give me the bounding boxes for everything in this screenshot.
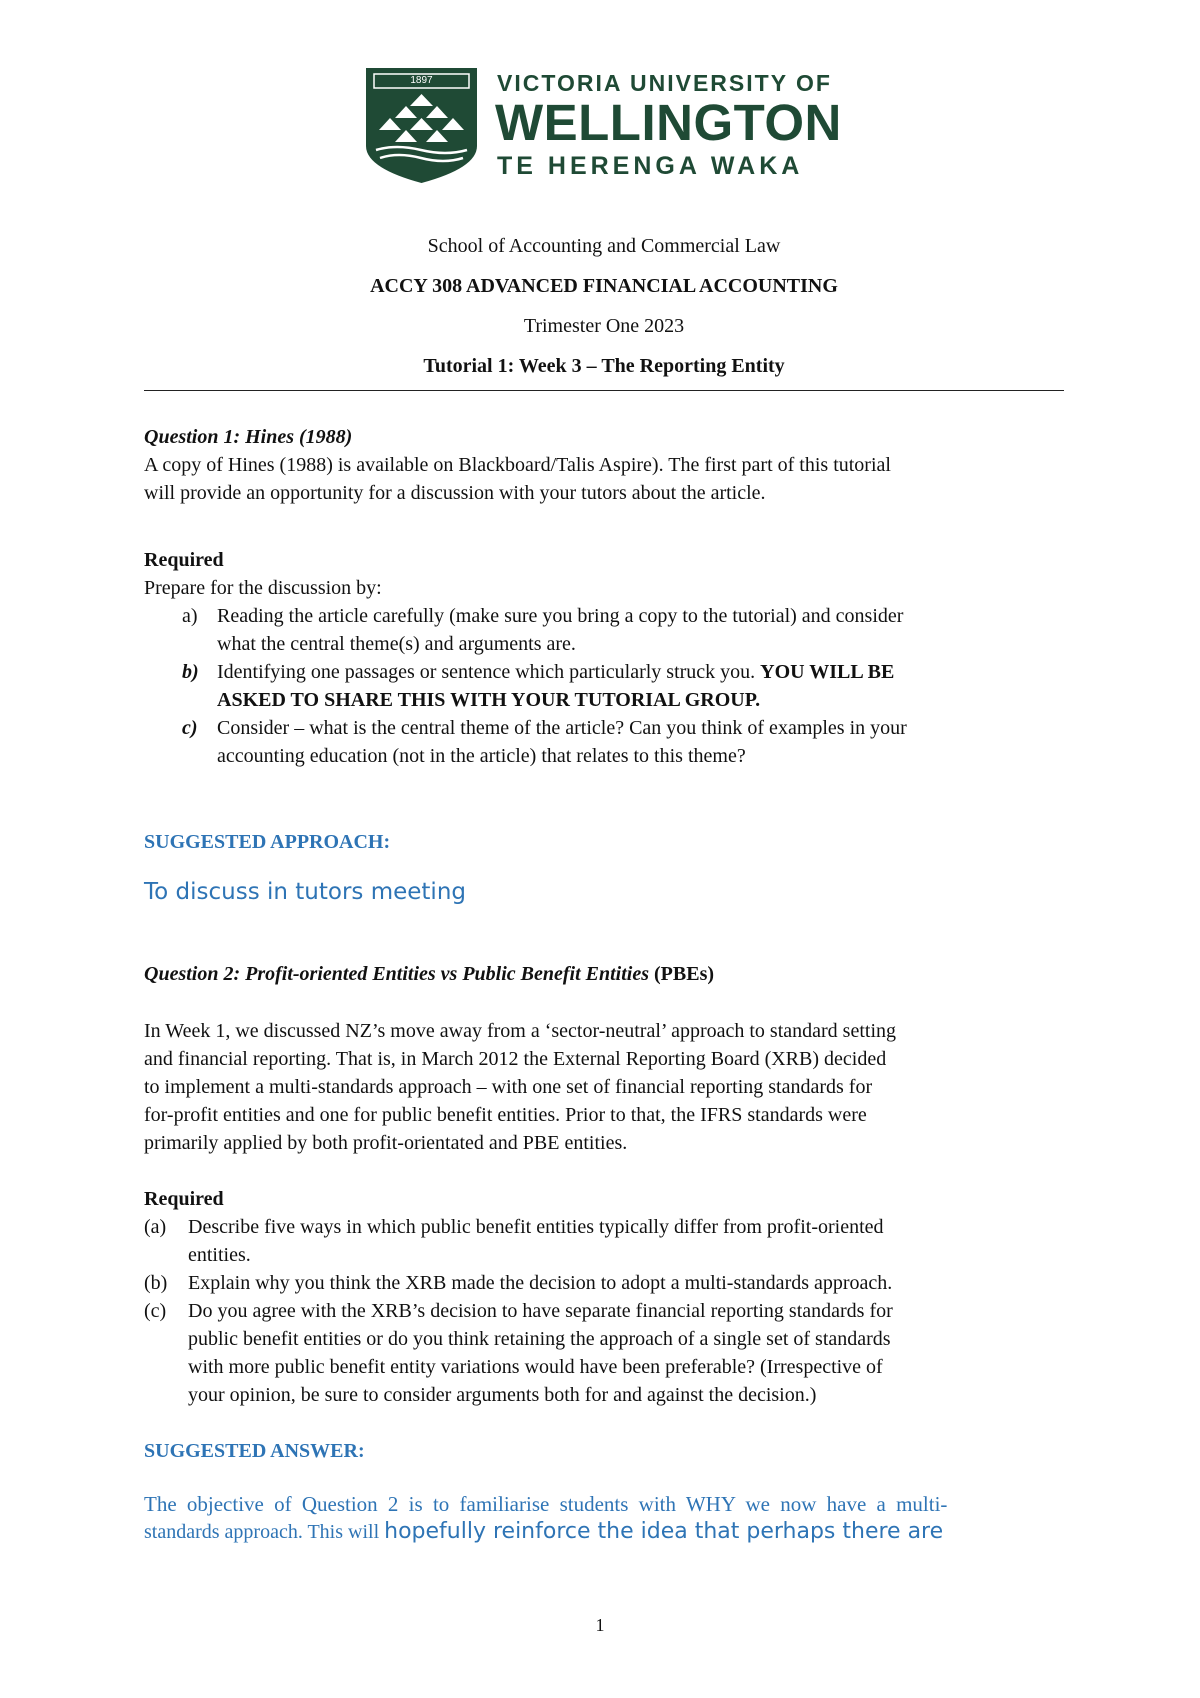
list-item-line: public benefit entities or do you think retaining the approach of a single set of standards: [188, 1328, 891, 1350]
suggested-answer-line: [144, 1518, 943, 1546]
paragraph-line: and financial reporting. That is, in March 2012 the External Reporting Board (XRB) decided: [144, 1048, 887, 1070]
suggested-answer-text-emphasis: hopefully reinforce the idea that perhaps there are: [384, 1519, 944, 1544]
suggested-approach-text: To discuss in tutors meeting: [144, 879, 466, 905]
list-item-emphasis: ASKED TO SHARE THIS WITH YOUR TUTORIAL GROUP.: [217, 689, 761, 711]
paragraph-line: to implement a multi-standards approach – with one set of financial reporting standards for: [144, 1076, 873, 1098]
question-1-required-heading: Required: [144, 549, 224, 571]
list-marker: b): [182, 661, 199, 683]
question-1-prepare-text: Prepare for the discussion by:: [144, 577, 382, 599]
list-item-line: Do you agree with the XRB’s decision to have separate financial reporting standards for: [188, 1300, 893, 1322]
list-item-line: Explain why you think the XRB made the decision to adopt a multi-standards approach.: [188, 1272, 893, 1294]
suggested-answer-line: The objective of Question 2 is to familiarise students with WHY we now have a multi-: [144, 1492, 948, 1516]
question-2-title-main: Question 2: Profit-oriented Entities vs Public Benefit Entities: [144, 963, 650, 985]
question-2-title-abbrev: (PBEs): [649, 963, 715, 985]
list-marker: (a): [144, 1216, 167, 1238]
question-1-title: Question 1: Hines (1988): [144, 426, 353, 448]
trimester: Trimester One 2023: [523, 315, 685, 337]
list-marker: (b): [144, 1272, 168, 1294]
logo-line-te-herenga-waka: TE HERENGA WAKA: [497, 152, 804, 180]
suggested-answer-heading: SUGGESTED ANSWER:: [144, 1440, 365, 1462]
list-item-emphasis: YOU WILL BE: [760, 661, 895, 683]
university-logo: [366, 68, 842, 183]
tutorial-title: Tutorial 1: Week 3 – The Reporting Entity: [423, 355, 785, 377]
question-1-intro-line: will provide an opportunity for a discussion with your tutors about the article.: [144, 482, 766, 504]
question-2-required-heading: Required: [144, 1188, 224, 1210]
list-item-line: Describe five ways in which public benefit entities typically differ from profit-oriented: [188, 1216, 884, 1238]
suggested-approach-heading: SUGGESTED APPROACH:: [144, 831, 391, 853]
logo-line-university-of: VICTORIA UNIVERSITY OF: [497, 70, 832, 96]
header-divider: [144, 390, 1064, 391]
list-marker: c): [182, 717, 198, 739]
list-item-line: what the central theme(s) and arguments are.: [217, 633, 576, 655]
list-item-line: accounting education (not in the article) that relates to this theme?: [217, 745, 746, 767]
founding-year: 1897: [410, 75, 433, 86]
list-item-line: Reading the article carefully (make sure you bring a copy to the tutorial) and consider: [217, 605, 904, 627]
question-1-intro-line: A copy of Hines (1988) is available on Blackboard/Talis Aspire). The first part of this tutorial: [144, 454, 891, 476]
school-name: School of Accounting and Commercial Law: [427, 235, 781, 257]
list-marker: a): [182, 605, 198, 627]
suggested-answer-text: standards approach. This will: [144, 1521, 385, 1543]
list-item-line: your opinion, be sure to consider arguments both for and against the decision.): [188, 1384, 817, 1406]
paragraph-line: In Week 1, we discussed NZ’s move away from a ‘sector-neutral’ approach to standard setting: [144, 1020, 897, 1042]
list-item-line: [217, 658, 894, 686]
page-number: 1: [595, 1615, 605, 1635]
question-2-title: [144, 960, 714, 988]
course-title: ACCY 308 ADVANCED FINANCIAL ACCOUNTING: [370, 275, 838, 297]
list-item-line: entities.: [188, 1244, 251, 1266]
list-item-text: Identifying one passages or sentence which particularly struck you.: [217, 661, 761, 683]
logo-line-wellington: WELLINGTON: [495, 94, 842, 151]
paragraph-line: primarily applied by both profit-orientated and PBE entities.: [144, 1132, 628, 1154]
paragraph-line: for-profit entities and one for public benefit entities. Prior to that, the IFRS standards were: [144, 1104, 867, 1126]
list-item-line: Consider – what is the central theme of the article? Can you think of examples in your: [217, 717, 907, 739]
list-item-line: with more public benefit entity variations would have been preferable? (Irrespective of: [188, 1356, 883, 1378]
list-marker: (c): [144, 1300, 167, 1322]
